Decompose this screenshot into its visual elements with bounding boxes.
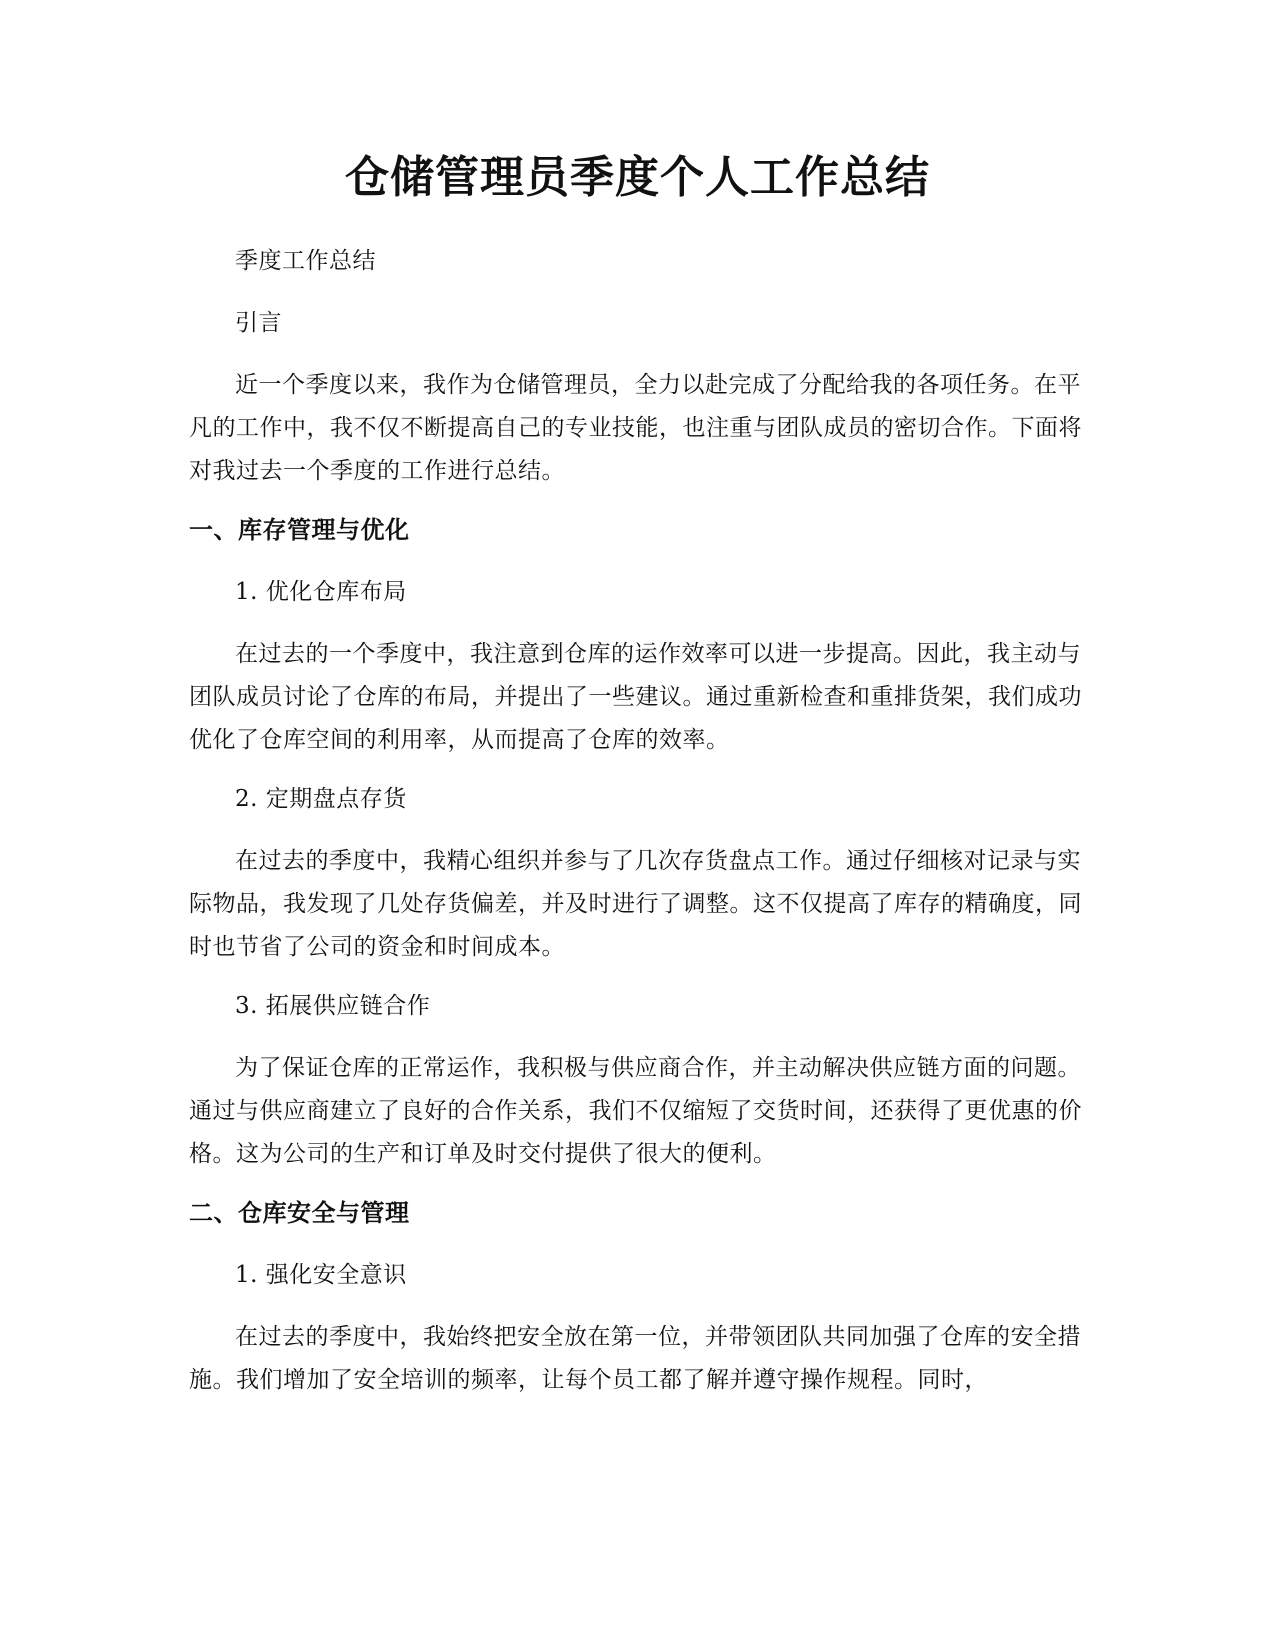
- item-paragraph: 在过去的季度中，我精心组织并参与了几次存货盘点工作。通过仔细核对记录与实际物品，我发现了几处存货偏差，并及时进行了调整。这不仅提高了库存的精确度，同时也节省了公司的资金和时间成本。: [189, 848, 1082, 960]
- item-title: 1. 强化安全意识: [235, 1262, 407, 1288]
- item-paragraph: 在过去的一个季度中，我注意到仓库的运作效率可以进一步提高。因此，我主动与团队成员讨论了仓库的布局，并提出了一些建议。通过重新检查和重排货架，我们成功优化了仓库空间的利用率，从而提高了仓库的效率。: [189, 641, 1082, 753]
- item-title: 3. 拓展供应链合作: [235, 993, 431, 1019]
- section-heading: 二、仓库安全与管理: [189, 1199, 410, 1227]
- item-title: 1. 优化仓库布局: [235, 579, 407, 605]
- document-body: [189, 240, 1087, 1418]
- item-paragraph: 为了保证仓库的正常运作，我积极与供应商合作，并主动解决供应链方面的问题。通过与供应商建立了良好的合作关系，我们不仅缩短了交货时间，还获得了更优惠的价格。这为公司的生产和订单及时交付提供了很大的便利。: [189, 1055, 1082, 1167]
- item-paragraph: 在过去的季度中，我始终把安全放在第一位，并带领团队共同加强了仓库的安全措施。我们增加了安全培训的频率，让每个员工都了解并遵守操作规程。同时，: [189, 1324, 1081, 1393]
- document-title: 仓储管理员季度个人工作总结: [345, 152, 930, 203]
- subtitle: 季度工作总结: [235, 248, 376, 274]
- section-heading: 一、库存管理与优化: [189, 516, 410, 544]
- intro-paragraph: 近一个季度以来，我作为仓储管理员，全力以赴完成了分配给我的各项任务。在平凡的工作中，我不仅不断提高自己的专业技能，也注重与团队成员的密切合作。下面将对我过去一个季度的工作进行总结。: [189, 372, 1082, 484]
- item-title: 2. 定期盘点存货: [235, 786, 407, 812]
- intro-heading: 引言: [235, 310, 282, 336]
